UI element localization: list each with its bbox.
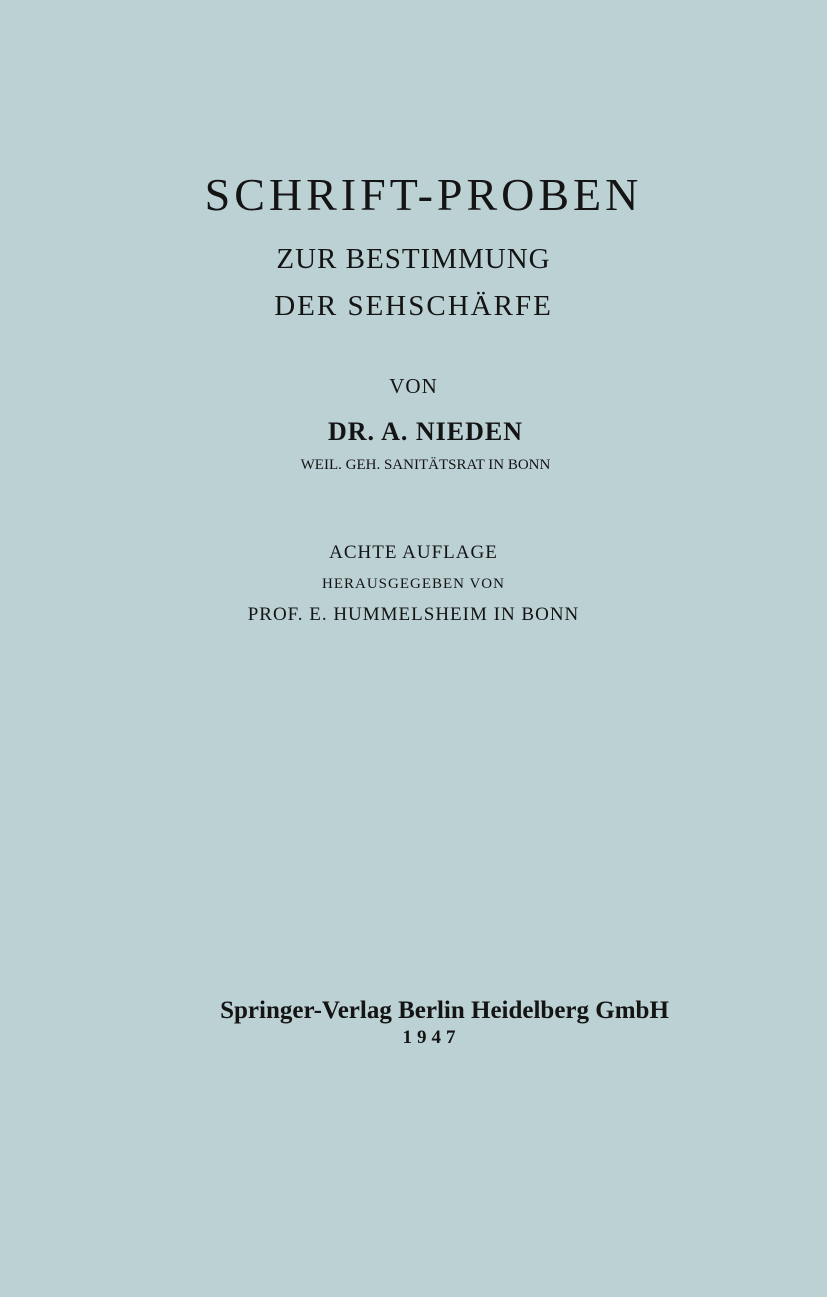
author-title: WEIL. GEH. SANITÄTSRAT IN BONN (300, 457, 551, 473)
publisher-name: Springer-Verlag Berlin Heidelberg GmbH (220, 997, 669, 1024)
edition-label: ACHTE AUFLAGE (329, 542, 498, 563)
subtitle-line-1: ZUR BESTIMMUNG (276, 243, 551, 275)
edited-by-label: HERAUSGEGEBEN VON (322, 576, 505, 592)
book-title: SCHRIFT-PROBEN (204, 169, 643, 220)
author-name: DR. A. NIEDEN (327, 417, 524, 446)
by-label: VON (389, 374, 438, 398)
subtitle-line-2: DER SEHSCHÄRFE (274, 290, 553, 322)
editor-name: PROF. E. HUMMELSHEIM IN BONN (247, 604, 580, 625)
publication-year: 1947 (402, 1027, 461, 1048)
